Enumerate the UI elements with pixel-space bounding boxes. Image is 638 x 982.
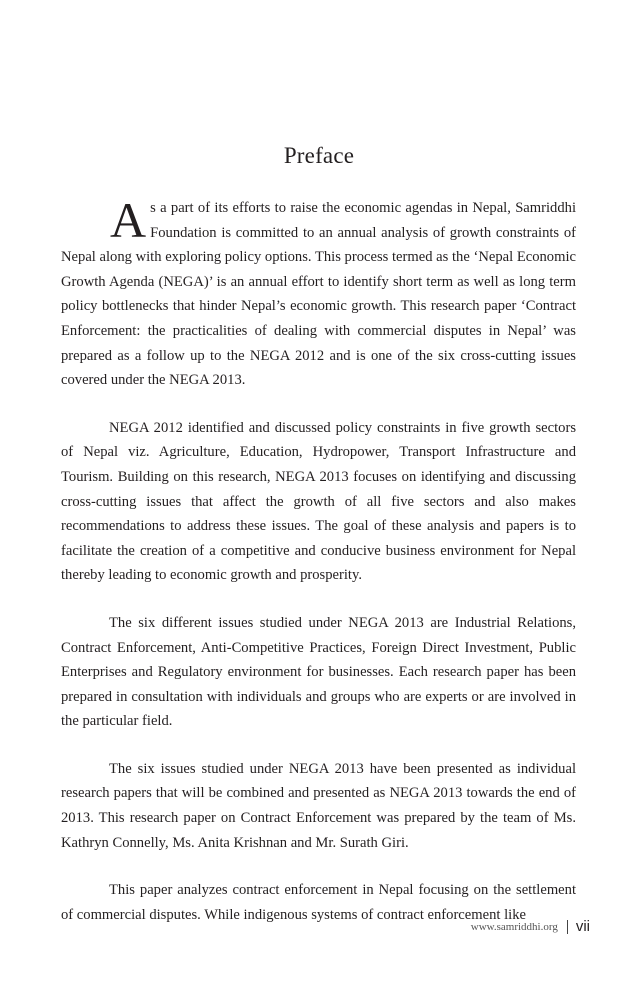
paragraph-intro [61, 192, 576, 393]
footer-website: www.samriddhi.org [470, 920, 558, 933]
page-title: Preface [283, 143, 355, 168]
page-number: vii [575, 918, 590, 935]
drop-cap: A [110, 192, 147, 248]
paragraph-intro-text: s a part of its efforts to raise the economic agendas in Nepal, Samriddhi Foundation is committed to an annual analysis of growth constraints of Nepal along with exploring policy options. This process termed as the ‘Nepal Economic Growth Agenda (NEGA)’ is an annual effort to identify short term as well as long term policy bottlenecks that hinder Nepal’s economic growth. This research paper ‘Contract Enforcement: the practicalities of dealing with commercial disputes in Nepal’ was prepared as a follow up to the NEGA 2012 and is one of the six cross-cutting issues covered under the NEGA 2013. [61, 200, 576, 389]
footer-divider [567, 920, 568, 934]
body-text [61, 192, 576, 950]
page-footer [471, 918, 590, 935]
paragraph-contract-enforcement: This paper analyzes contract enforcement in Nepal focusing on the settlement of commercial disputes. While indigenous systems of contract enforcement like [61, 882, 576, 923]
paragraph-nega-2012: NEGA 2012 identified and discussed policy constraints in five growth sectors of Nepal viz. Agriculture, Education, Hydropower, Transport Infrastructure and Tourism. Building on this research, NEGA 2013 focuses on identifying and discussing cross-cutting issues that affect the growth of all five sectors and also makes recommendations to address these issues. The goal of these analysis and papers is to facilitate the creation of a competitive and conducive business environment for Nepal thereby leading to economic growth and prosperity. [61, 419, 576, 584]
paragraph-research-papers: The six issues studied under NEGA 2013 have been presented as individual research papers that will be combined and presented as NEGA 2013 towards the end of 2013. This research paper on Contract Enforcement was prepared by the team of Ms. Kathryn Connelly, Ms. Anita Krishnan and Mr. Surath Giri. [61, 760, 576, 851]
paragraph-six-issues: The six different issues studied under NEGA 2013 are Industrial Relations, Contract Enforcement, Anti-Competitive Practices, Foreign Direct Investment, Public Enterprises and Regulatory environment for businesses. Each research paper has been prepared in consultation with individuals and groups who are experts or are involved in the particular field. [61, 614, 576, 730]
